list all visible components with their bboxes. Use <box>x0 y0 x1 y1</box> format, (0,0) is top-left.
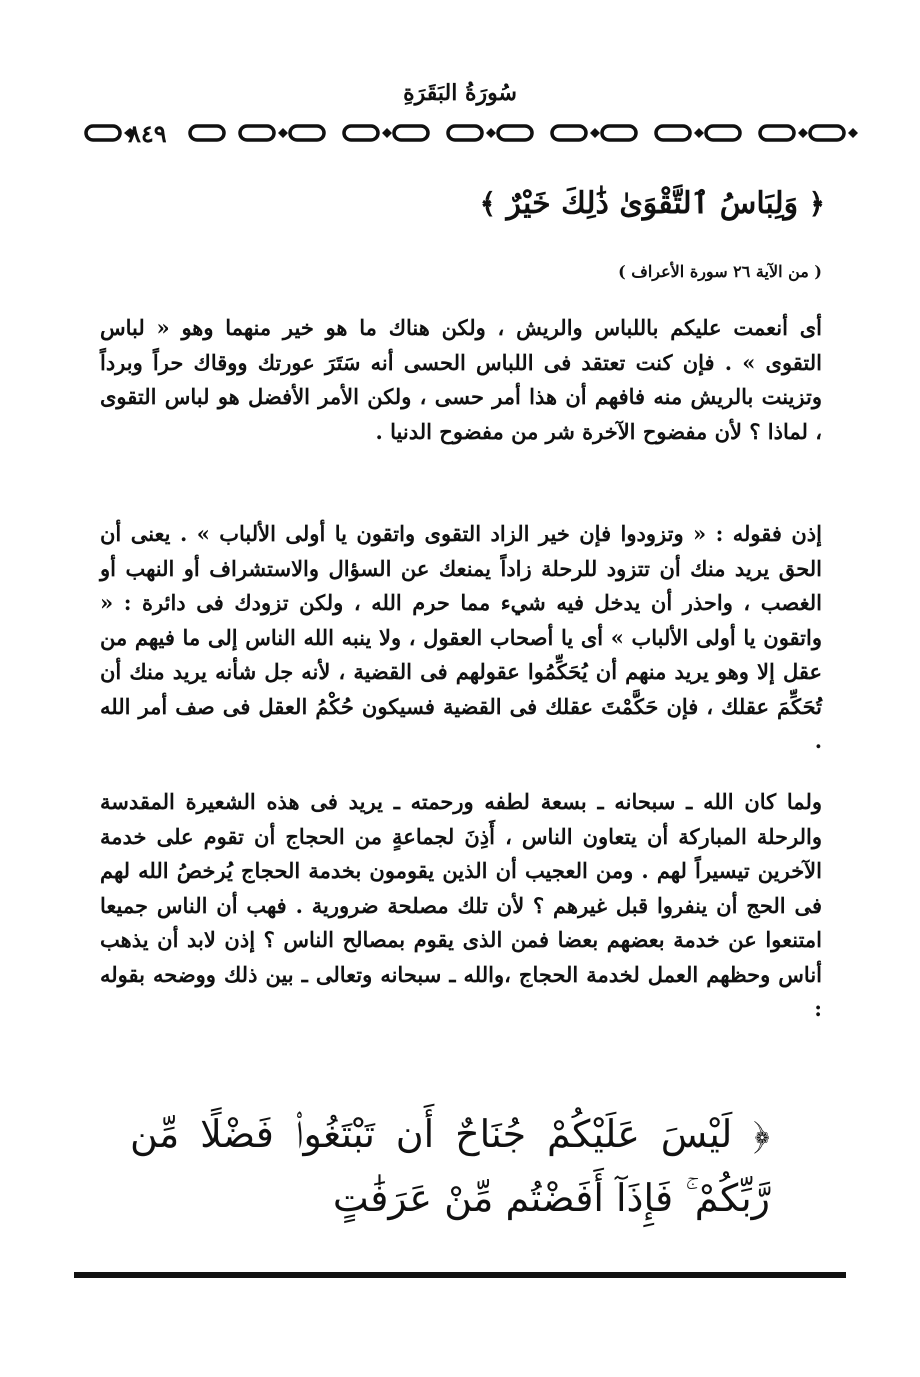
paragraph-1: أى أنعمت عليكم باللباس والريش ، ولكن هناك ما هو خير منهما وهو « لباس التقوى » . فإن كنت تعتقد فى اللباس الحسى أنه سَتَرَ عورتك ووقاك حراً وبرداً وتزينت بالريش منه فافهم أن هذا أمر حسى ، ولكن الأمر الأفضل هو لباس التقوى ، لماذا ؟ لأن مفضوح الآخرة شر من مفضوح الدنيا . <box>100 315 822 444</box>
footer-rule <box>74 1272 846 1278</box>
paragraph-3: ولما كان الله ـ سبحانه ـ بسعة لطفه ورحمته ـ يريد فى هذه الشعيرة المقدسة والرحلة المباركة أن يتعاون الناس ، أَذِنَ لجماعةٍ من الحجاج أن تقوم على خدمة الآخرين تيسيراً لهم . ومن العجيب أن الذين يقومون بخدمة الحجاج يُرخصُ الله لهم فى الحج أن ينفروا قبل غيرهم ؟ لأن تلك مصلحة ضرورية . فهب أن الناس جميعا امتنعوا عن خدمة بعضهم بعضا فمن الذى يقوم بمصالح الناس ؟ إذن لابد أن يذهب أناس وحظهم العمل لخدمة الحجاج ،والله ـ سبحانه وتعالى ـ بين ذلك ووضحه بقوله : <box>100 789 822 1021</box>
header-ornament <box>82 118 862 148</box>
verse-text: وَلِبَاسُ ٱلتَّقْوَىٰ ذَٰلِكَ خَيْرٌ <box>506 186 799 221</box>
verse-close-bracket: ﴾ <box>479 187 497 220</box>
verse-open-bracket: ﴿ <box>753 1112 770 1156</box>
surah-title: سُورَةُ البَقَرَةِ <box>403 80 517 106</box>
verse-text: لَيْسَ عَلَيْكُمْ جُنَاحٌ أَن تَبْتَغُوا۟ فَضْلًا مِّن رَّبِّكُمْ ۚ فَإِذَآ أَفَضْتُم مِّنْ عَرَفَٰتٍ <box>130 1112 770 1220</box>
verse-reference: ( من الآية ٢٦ سورة الأعراف ) <box>618 262 822 281</box>
verse-open-bracket: ﴿ <box>808 187 825 220</box>
paragraph-2: إذن فقوله : « وتزودوا فإن خير الزاد التقوى واتقون يا أولى الألباب » . يعنى أن الحق يريد منك أن تتزود للرحلة زاداً يمنعك عن السؤال والاستشراف أو النهب أو الغصب ، واحذر أن يدخل فيه شيء مما حرم الله ، ولكن تزودك فى دائرة : « واتقون يا أولى الألباب » أى يا أصحاب العقول ، ولا ينبه الله الناس إلى ما فيهم من عقل إلا وهو يريد منهم أن يُحَكِّمُوا عقولهم فى القضية ، لأنه جل شأنه يريد منك أن تُحَكِّمَ عقلك ، فإن حَكَّمْتَ عقلك فى القضية فسيكون حُكْمُ العقل فى صف أمر الله . <box>100 521 822 753</box>
page-number: ٨٤٩ <box>128 119 167 148</box>
quran-verse-1 <box>480 186 825 221</box>
quran-verse-2 <box>130 1102 770 1230</box>
